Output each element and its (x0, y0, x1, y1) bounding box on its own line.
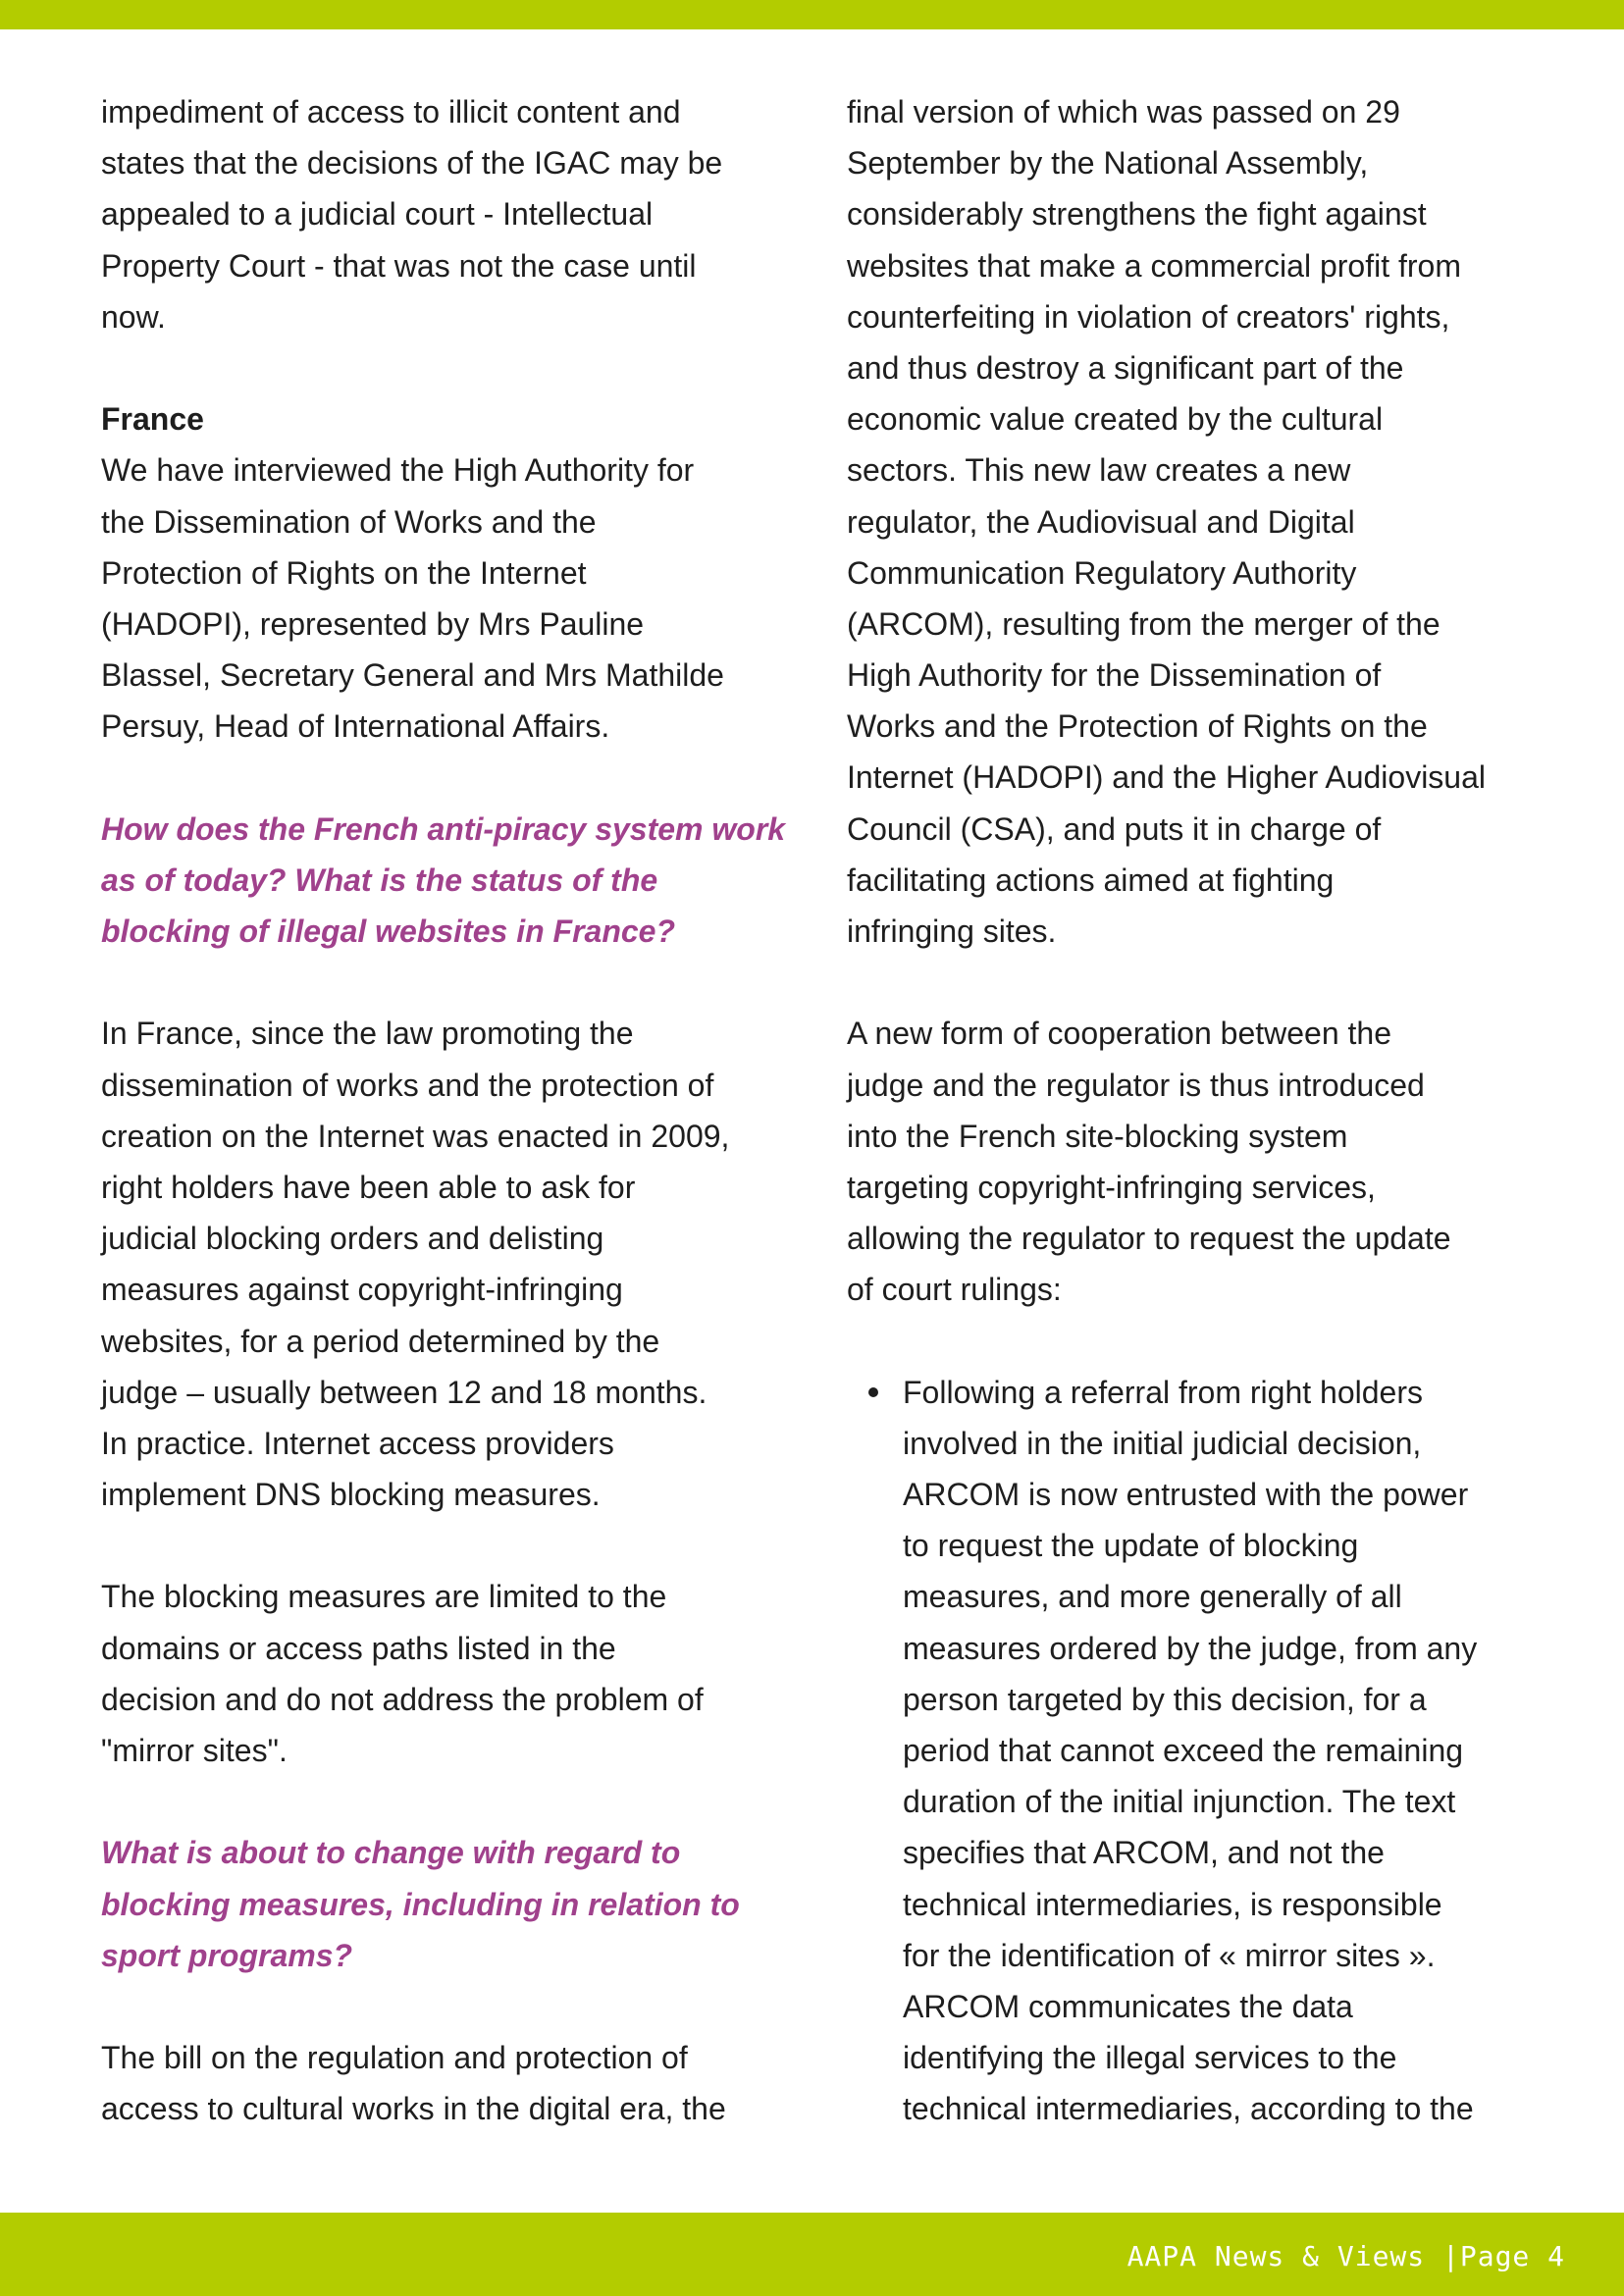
text-line: technical intermediaries, according to the (903, 2091, 1474, 2127)
text-line: into the French site-blocking system (847, 1118, 1348, 1154)
text-line: appealed to a judicial court - Intellectual (101, 196, 654, 233)
text-line: A new form of cooperation between the (847, 1016, 1392, 1052)
spacer (101, 1981, 808, 2032)
intro-paragraph (101, 86, 808, 342)
question-line: blocking of illegal websites in France? (101, 913, 676, 949)
text-line: domains or access paths listed in the (101, 1630, 616, 1666)
answer-2-paragraph (101, 2032, 808, 2134)
text-line: Council (CSA), and puts it in charge of (847, 810, 1382, 847)
text-line: judge – usually between 12 and 18 months. (101, 1374, 707, 1410)
spacer (101, 752, 808, 803)
text-line: High Authority for the Dissemination of (847, 657, 1382, 694)
text-line: identifying the illegal services to the (903, 2040, 1397, 2076)
text-line: involved in the initial judicial decision, (903, 1425, 1422, 1461)
text-line: websites, for a period determined by the (101, 1323, 660, 1359)
text-line: creation on the Internet was enacted in 2009, (101, 1118, 730, 1154)
text-line: regulator, the Audiovisual and Digital (847, 503, 1355, 540)
text-line: final version of which was passed on 29 (847, 94, 1400, 130)
interview-question-1 (101, 804, 808, 958)
text-line: measures, and more generally of all (903, 1579, 1402, 1615)
right-column (847, 86, 1553, 2135)
text-line: In practice. Internet access providers (101, 1425, 614, 1461)
text-line: period that cannot exceed the remaining (903, 1733, 1464, 1768)
text-line: dissemination of works and the protection of (101, 1067, 714, 1103)
text-line: now. (101, 298, 166, 335)
answer-1-paragraph (101, 1008, 808, 1520)
text-line: The blocking measures are limited to the (101, 1579, 667, 1615)
cooperation-paragraph (847, 1008, 1553, 1315)
text-line: specifies that ARCOM, and not the (903, 1835, 1385, 1871)
text-line: (HADOPI), represented by Mrs Pauline (101, 605, 645, 642)
footer-page-label: AAPA News & Views |Page 4 (1126, 2240, 1565, 2272)
bill-paragraph (847, 86, 1553, 957)
text-line: economic value created by the cultural (847, 401, 1384, 438)
text-line: implement DNS blocking measures. (101, 1477, 601, 1513)
text-line: judicial blocking orders and delisting (101, 1221, 604, 1257)
text-line: (ARCOM), resulting from the merger of the (847, 605, 1441, 642)
text-line: September by the National Assembly, (847, 145, 1369, 182)
text-line: In France, since the law promoting the (101, 1016, 634, 1052)
text-line: Following a referral from right holders (903, 1374, 1423, 1410)
question-line: as of today? What is the status of the (101, 861, 658, 898)
text-line: Communication Regulatory Authority (847, 554, 1357, 591)
question-line: How does the French anti-piracy system work (101, 810, 786, 847)
bullet-text (847, 1367, 1553, 2135)
text-line: Persuy, Head of International Affairs. (101, 708, 610, 745)
question-line: sport programs? (101, 1937, 353, 1973)
spacer (101, 957, 808, 1008)
text-line: to request the update of blocking (903, 1528, 1359, 1564)
spacer (101, 1520, 808, 1571)
text-line: allowing the regulator to request the update (847, 1221, 1451, 1257)
spacer (101, 342, 808, 393)
text-line: measures against copyright-infringing (101, 1272, 623, 1308)
text-line: of court rulings: (847, 1272, 1062, 1308)
text-line: states that the decisions of the IGAC may be (101, 145, 723, 182)
footer-bar (0, 2213, 1624, 2296)
text-line: Property Court - that was not the case until (101, 247, 697, 284)
answer-1b-paragraph (101, 1571, 808, 1776)
text-line: judge and the regulator is thus introduced (847, 1067, 1425, 1103)
text-line: The bill on the regulation and protection of (101, 2040, 688, 2076)
text-line: person targeted by this decision, for a (903, 1681, 1427, 1717)
question-line: What is about to change with regard to (101, 1835, 681, 1871)
text-line: websites that make a commercial profit from (847, 247, 1461, 284)
text-line: duration of the initial injunction. The text (903, 1784, 1456, 1820)
text-line: access to cultural works in the digital era, the (101, 2091, 726, 2127)
spacer (101, 1776, 808, 1827)
interview-question-2 (101, 1827, 808, 1981)
text-line: facilitating actions aimed at fighting (847, 861, 1335, 898)
text-line: decision and do not address the problem of (101, 1681, 704, 1717)
text-line: and thus destroy a significant part of the (847, 349, 1404, 386)
text-line: We have interviewed the High Authority for (101, 452, 695, 489)
text-line: Works and the Protection of Rights on the (847, 708, 1428, 745)
text-line: ARCOM is now entrusted with the power (903, 1477, 1469, 1513)
text-line: targeting copyright-infringing services, (847, 1169, 1376, 1205)
top-accent-bar (0, 0, 1624, 29)
section-heading-france: France (101, 401, 204, 438)
left-column (101, 86, 808, 2135)
text-line: Internet (HADOPI) and the Higher Audiovisual (847, 759, 1486, 796)
bullet-dot-icon (868, 1387, 878, 1397)
text-line: infringing sites. (847, 913, 1057, 949)
text-line: technical intermediaries, is responsible (903, 1886, 1442, 1922)
text-line: the Dissemination of Works and the (101, 503, 597, 540)
bullet-list-item (847, 1367, 1553, 2135)
france-intro-paragraph (101, 444, 808, 752)
text-line: ARCOM communicates the data (903, 1988, 1353, 2024)
text-line: counterfeiting in violation of creators' rights, (847, 298, 1450, 335)
text-line: Protection of Rights on the Internet (101, 554, 587, 591)
text-line: right holders have been able to ask for (101, 1169, 636, 1205)
text-line: Blassel, Secretary General and Mrs Mathilde (101, 657, 724, 694)
text-line: measures ordered by the judge, from any (903, 1630, 1478, 1666)
spacer (847, 957, 1553, 1008)
question-line: blocking measures, including in relation to (101, 1886, 740, 1922)
text-line: considerably strengthens the fight against (847, 196, 1427, 233)
text-line: sectors. This new law creates a new (847, 452, 1351, 489)
text-line: "mirror sites". (101, 1733, 288, 1768)
spacer (847, 1316, 1553, 1367)
text-line: impediment of access to illicit content and (101, 94, 681, 130)
text-line: for the identification of « mirror sites ». (903, 1937, 1436, 1973)
